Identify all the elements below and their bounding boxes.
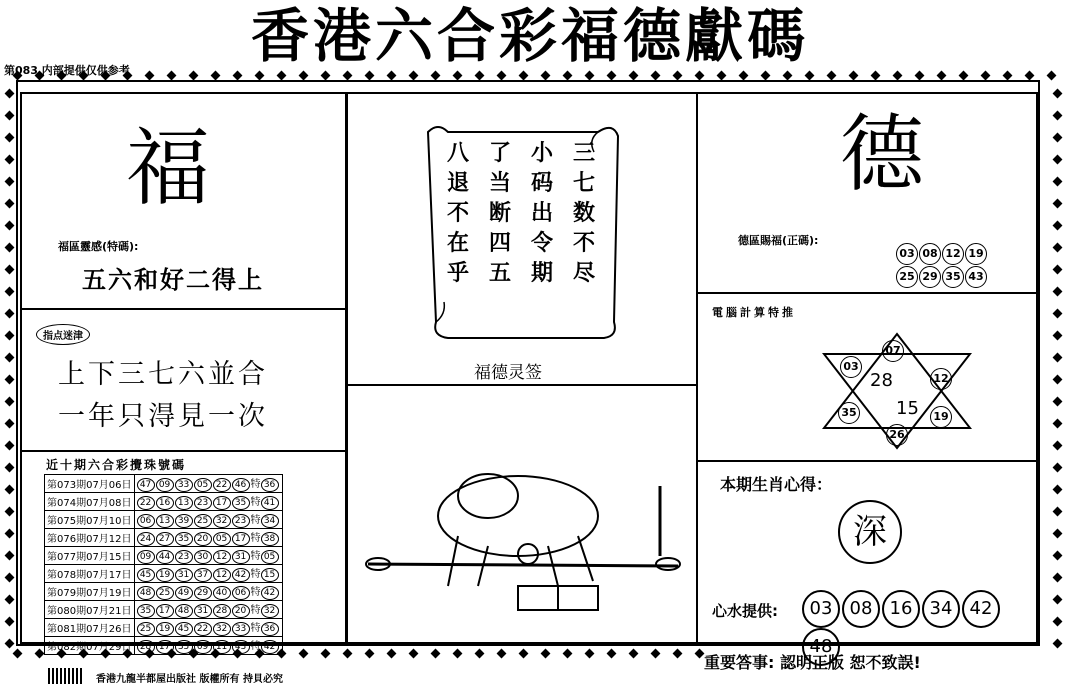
provide-number: 48: [802, 628, 840, 666]
provide-number: 34: [922, 590, 960, 628]
de-number: 29: [919, 266, 941, 288]
star-outer-number: 35: [838, 402, 860, 424]
drawn-number: 47: [137, 478, 155, 492]
special-label: 特: [250, 605, 261, 616]
numbers-cell: [134, 601, 282, 619]
fu-label: 福區靈感(特碼):: [58, 240, 139, 253]
zodiac-char: 深: [838, 500, 902, 564]
de-number: 19: [965, 243, 987, 265]
table-row: [45, 493, 283, 511]
period-cell: 第076期07月12日: [45, 529, 135, 547]
de-numbers: [896, 242, 992, 288]
special-label: 特: [250, 551, 261, 562]
de-number: 25: [896, 266, 918, 288]
drawn-number: 06: [232, 586, 250, 600]
star-outer-number: 03: [840, 356, 862, 378]
star-outer-number: 07: [882, 340, 904, 362]
illustration-panel: [346, 384, 698, 644]
barcode-icon: [48, 668, 82, 684]
de-char: 德: [840, 105, 925, 203]
hint-line-2: 一年只淂見一次: [58, 401, 268, 432]
de-number: 08: [919, 243, 941, 265]
star-outer-number: 26: [886, 424, 908, 446]
poem-panel: [346, 92, 698, 386]
period-cell: 第077期07月15日: [45, 547, 135, 565]
drawn-number: 35: [175, 532, 193, 546]
special-number: 36: [261, 622, 279, 636]
de-number: 03: [896, 243, 918, 265]
hint-badge: 指点迷津: [36, 324, 90, 345]
drawn-number: 39: [175, 514, 193, 528]
issue-note: 第083 内部提供仅供参考: [4, 64, 130, 77]
numbers-cell: [134, 493, 282, 511]
provide-number: 16: [882, 590, 920, 628]
poem-col-2: 小 码 出 令 期: [530, 140, 553, 286]
special-number: 38: [261, 532, 279, 546]
history-table: [44, 474, 283, 655]
drawn-number: 17: [213, 496, 231, 510]
drawn-number: 45: [175, 622, 193, 636]
footer-publisher: 香港九龍半都屋出版社 版權所有 持貝必究: [96, 674, 283, 685]
drawn-number: 17: [156, 640, 174, 654]
drawn-number: 06: [137, 514, 155, 528]
drawn-number: 17: [156, 604, 174, 618]
hint-panel: [20, 308, 347, 452]
drawn-number: 05: [213, 532, 231, 546]
table-row: [45, 475, 283, 493]
fu-char: 福: [126, 119, 211, 217]
drawn-number: 25: [156, 586, 174, 600]
table-row: [45, 565, 283, 583]
drawn-number: 23: [175, 550, 193, 564]
drawn-number: 20: [232, 604, 250, 618]
drawn-number: 09: [194, 640, 212, 654]
drawn-number: 25: [137, 622, 155, 636]
drawn-number: 49: [175, 586, 193, 600]
fu-panel: [20, 92, 347, 311]
provide-number: 03: [802, 590, 840, 628]
drawn-number: 05: [194, 478, 212, 492]
drawn-number: 11: [213, 640, 231, 654]
numbers-cell: [134, 547, 282, 565]
drawn-number: 45: [137, 568, 155, 582]
star-outer-number: 12: [930, 368, 952, 390]
drawn-number: 17: [232, 532, 250, 546]
drawn-number: 32: [213, 514, 231, 528]
star-inner-number: 28: [870, 370, 893, 391]
drawn-number: 31: [232, 550, 250, 564]
drawn-number: 35: [137, 604, 155, 618]
special-label: 特: [250, 587, 261, 598]
drawn-number: 32: [213, 622, 231, 636]
drawn-number: 31: [194, 604, 212, 618]
fu-phrase: 五六和好二得上: [82, 265, 264, 294]
drawn-number: 29: [194, 586, 212, 600]
drawn-number: 43: [232, 640, 250, 654]
drawn-number: 12: [213, 550, 231, 564]
drawn-number: 16: [156, 496, 174, 510]
period-cell: 第078期07月17日: [45, 565, 135, 583]
provide-label: 心水提供:: [712, 602, 778, 620]
drawn-number: 23: [232, 514, 250, 528]
special-number: 32: [261, 604, 279, 618]
table-row: [45, 547, 283, 565]
period-cell: 第074期07月08日: [45, 493, 135, 511]
star-inner-number: 15: [896, 398, 919, 419]
poem-col-3: 了 当 断 四 五: [488, 140, 511, 286]
de-label: 德區賜福(正碼):: [738, 234, 819, 247]
provide-number: 08: [842, 590, 880, 628]
numbers-cell: [134, 583, 282, 601]
drawn-number: 35: [232, 496, 250, 510]
period-cell: 第080期07月21日: [45, 601, 135, 619]
drawn-number: 28: [137, 640, 155, 654]
de-number: 43: [965, 266, 987, 288]
drawn-number: 31: [175, 568, 193, 582]
drawn-number: 09: [156, 478, 174, 492]
page-title: 香港六合彩福德獻碼: [250, 2, 809, 70]
drawn-number: 44: [156, 550, 174, 564]
de-panel: [696, 92, 1038, 294]
drawn-number: 22: [194, 622, 212, 636]
drawn-number: 13: [156, 514, 174, 528]
zodiac-panel: [696, 460, 1038, 657]
period-cell: 第081期07月26日: [45, 619, 135, 637]
poem-col-1: 三 七 数 不 尽: [572, 140, 595, 286]
special-number: 15: [261, 568, 279, 582]
special-number: 42: [261, 640, 279, 654]
drawn-number: 19: [156, 622, 174, 636]
de-number: 12: [942, 243, 964, 265]
footer-notice: 重要答事: 認明正版 恕不致誤!: [704, 653, 921, 672]
special-number: 34: [261, 514, 279, 528]
special-label: 特: [250, 533, 261, 544]
numbers-cell: [134, 637, 282, 655]
special-label: 特: [250, 515, 261, 526]
drawn-number: 40: [213, 586, 231, 600]
table-row: [45, 637, 283, 655]
drawn-number: 37: [194, 568, 212, 582]
numbers-cell: [134, 565, 282, 583]
special-number: 05: [261, 550, 279, 564]
special-number: 41: [261, 496, 279, 510]
computer-panel: [696, 292, 1038, 462]
table-row: [45, 619, 283, 637]
numbers-cell: [134, 529, 282, 547]
drawn-number: 13: [175, 496, 193, 510]
provide-number: 42: [962, 590, 1000, 628]
period-cell: 第082期07月29日: [45, 637, 135, 655]
poem-caption: 福德灵签: [474, 363, 542, 383]
drawn-number: 42: [232, 568, 250, 582]
drawn-number: 33: [232, 622, 250, 636]
drawn-number: 33: [175, 478, 193, 492]
drawn-number: 23: [194, 496, 212, 510]
drawn-number: 25: [194, 514, 212, 528]
special-label: 特: [250, 641, 261, 652]
special-label: 特: [250, 479, 261, 490]
drawn-number: 20: [194, 532, 212, 546]
drawn-number: 22: [213, 478, 231, 492]
period-cell: 第075期07月10日: [45, 511, 135, 529]
drawn-number: 35: [175, 640, 193, 654]
period-cell: 第079期07月19日: [45, 583, 135, 601]
drawn-number: 24: [137, 532, 155, 546]
drawn-number: 27: [156, 532, 174, 546]
special-label: 特: [250, 623, 261, 634]
star-outer-number: 19: [930, 406, 952, 428]
drawn-number: 46: [232, 478, 250, 492]
history-panel: [20, 450, 347, 653]
table-row: [45, 511, 283, 529]
drawn-number: 09: [137, 550, 155, 564]
special-label: 特: [250, 497, 261, 508]
numbers-cell: [134, 475, 282, 493]
table-row: [45, 583, 283, 601]
table-row: [45, 601, 283, 619]
deer-illustration: [348, 386, 696, 642]
special-number: 36: [261, 478, 279, 492]
drawn-number: 19: [156, 568, 174, 582]
numbers-cell: [134, 619, 282, 637]
poem-col-4: 八 退 不 在 乎: [446, 140, 469, 286]
drawn-number: 48: [175, 604, 193, 618]
period-cell: 第073期07月06日: [45, 475, 135, 493]
drawn-number: 22: [137, 496, 155, 510]
de-number: 35: [942, 266, 964, 288]
numbers-cell: [134, 511, 282, 529]
drawn-number: 28: [213, 604, 231, 618]
drawn-number: 30: [194, 550, 212, 564]
special-number: 42: [261, 586, 279, 600]
computer-label: 電腦計算特推: [712, 306, 796, 319]
drawn-number: 48: [137, 586, 155, 600]
drawn-number: 12: [213, 568, 231, 582]
special-label: 特: [250, 569, 261, 580]
zodiac-label: 本期生肖心得：: [720, 475, 833, 494]
history-title: 近十期六合彩攪珠號碼: [46, 458, 187, 472]
table-row: [45, 529, 283, 547]
hint-line-1: 上下三七六並合: [58, 359, 268, 390]
